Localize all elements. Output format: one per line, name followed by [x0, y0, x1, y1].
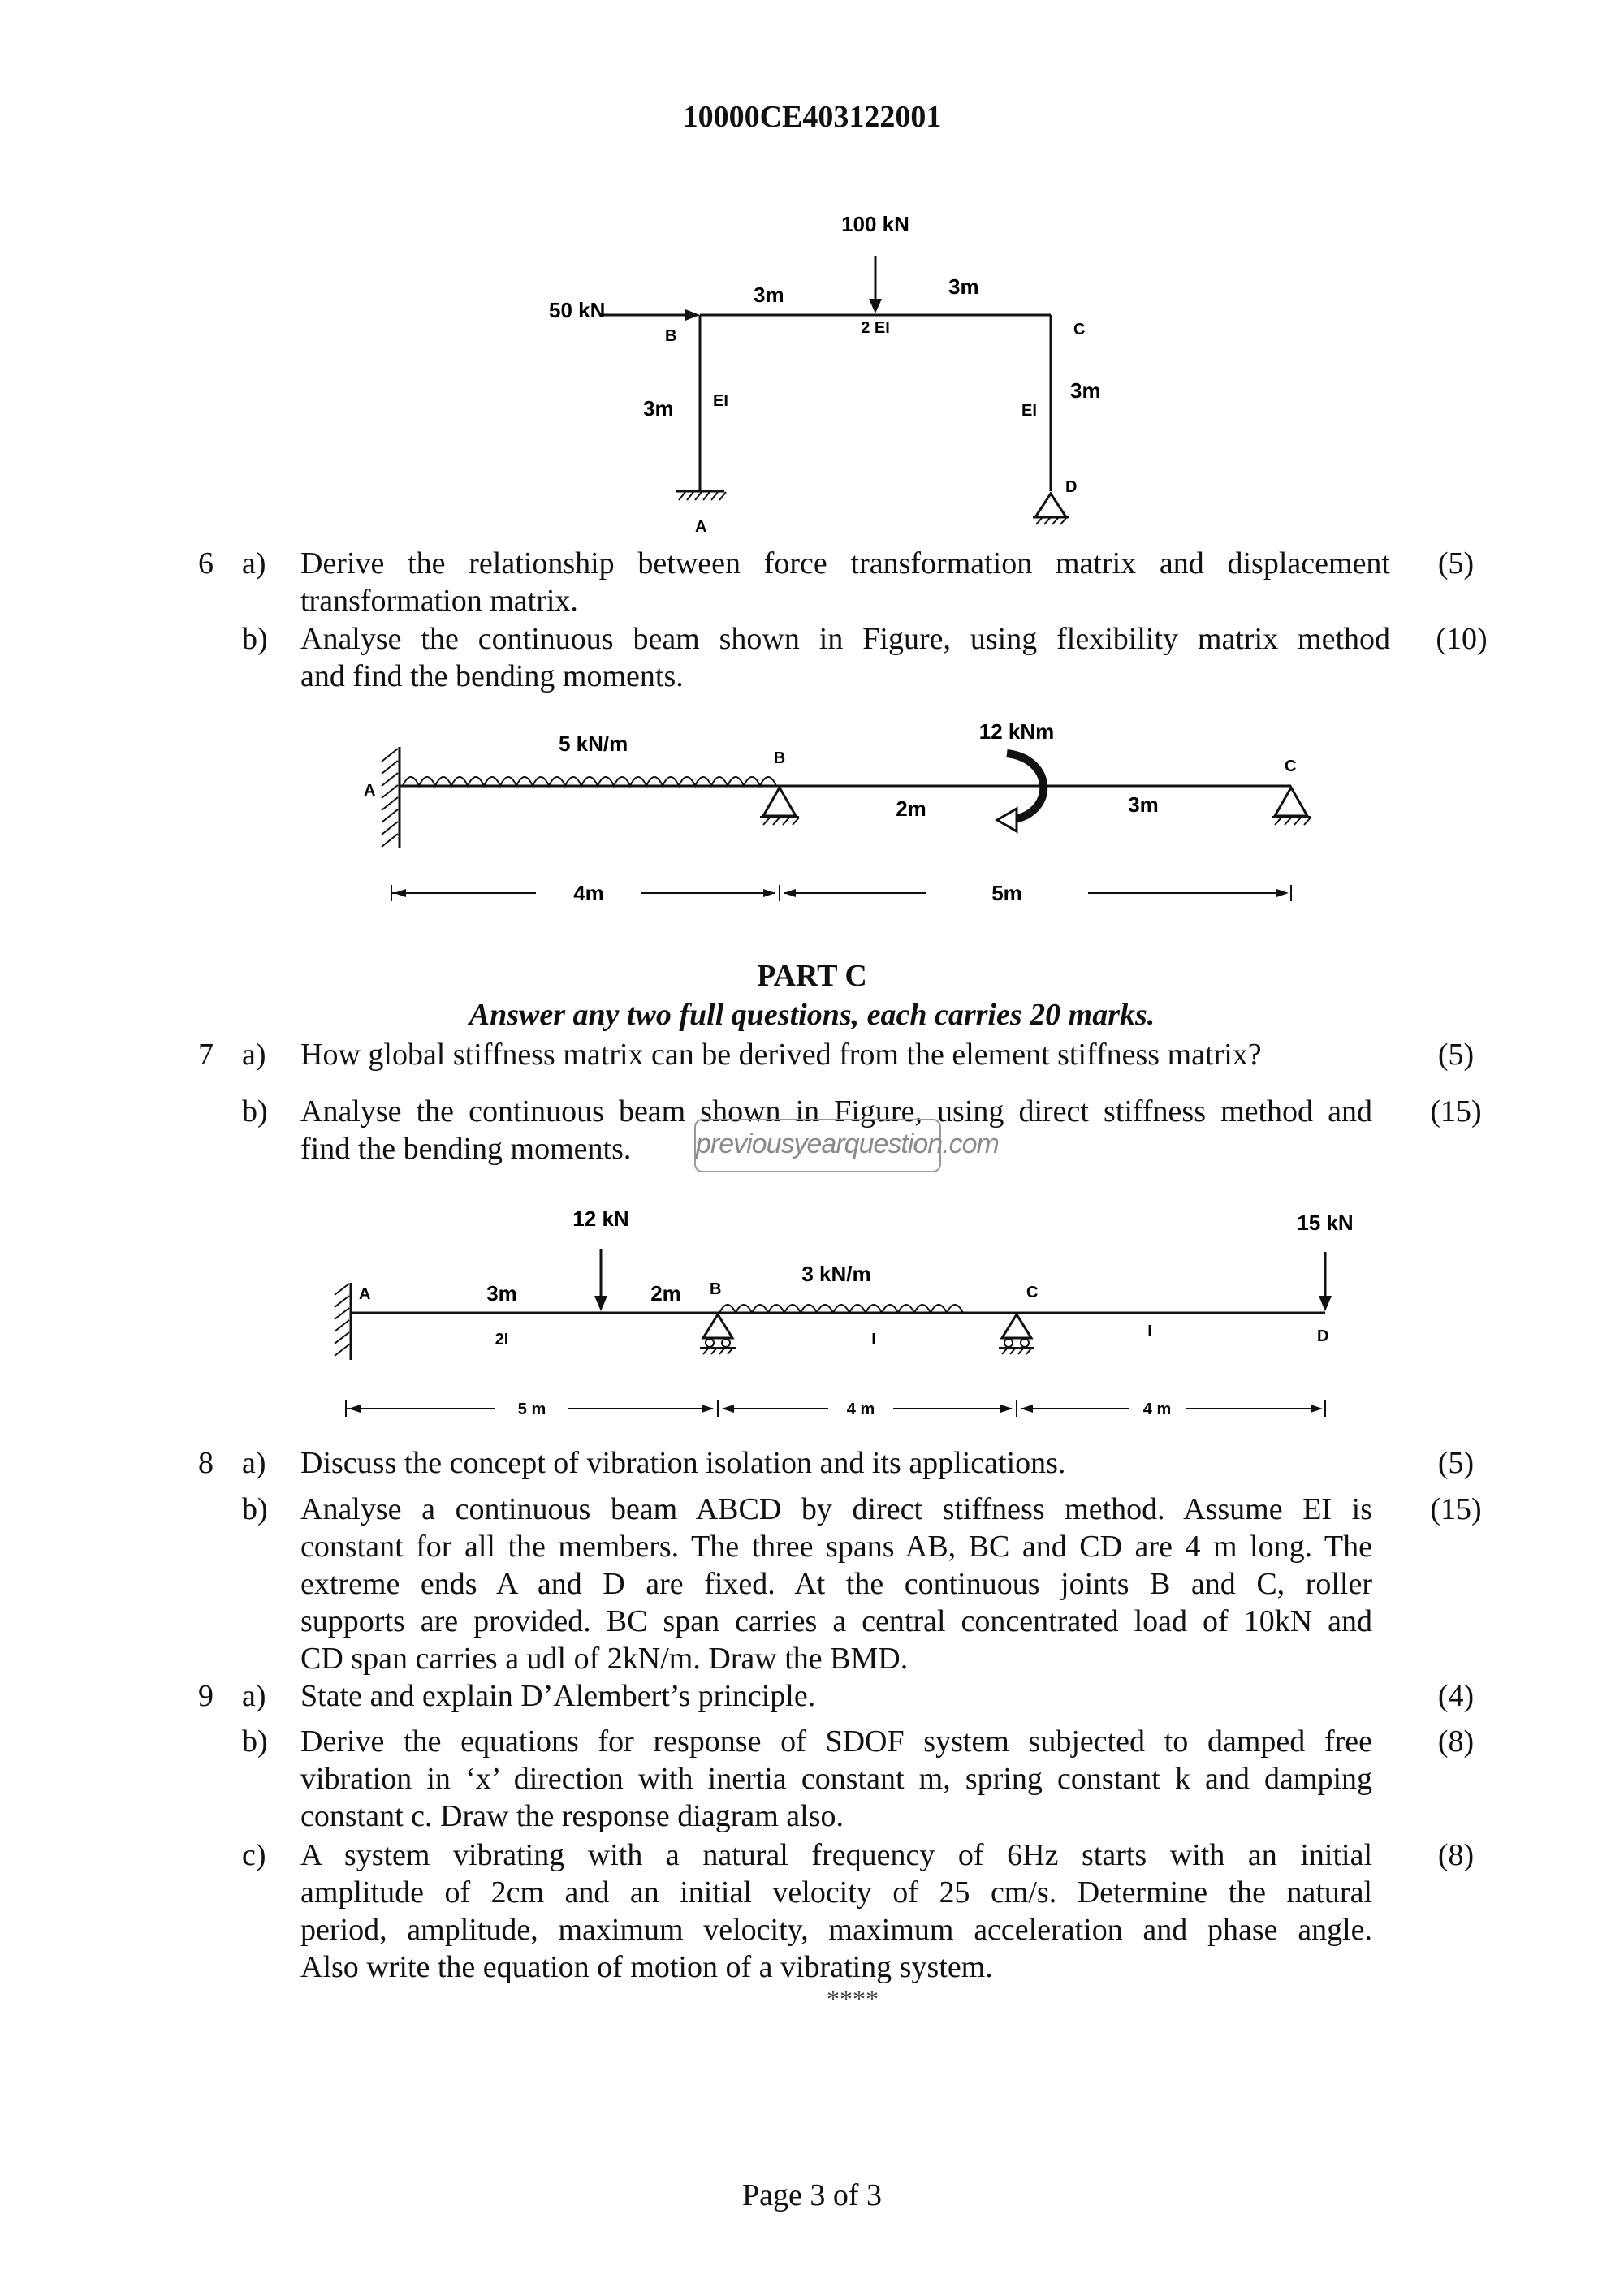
end-mark: **** — [827, 1984, 879, 2013]
fig1-span-right: 3m — [948, 274, 979, 299]
fig1-col-left-ei: EI — [713, 392, 728, 410]
figure-continuous-beam-flexibility — [349, 714, 1324, 909]
fig3-ei-2i: 2I — [495, 1331, 509, 1349]
q8b-label: b) — [242, 1492, 268, 1526]
fig3-node-a: A — [359, 1285, 371, 1303]
fig2-seg-2m: 2m — [896, 796, 926, 821]
q9b-line1: Derive the equations for response of SDOF system subjected to damped free — [300, 1724, 1372, 1759]
fig3-seg-3m: 3m — [486, 1281, 517, 1306]
q8b-line1: Analyse a continuous beam ABCD by direct stiffness method. Assume EI is — [300, 1492, 1372, 1526]
fig3-node-b: B — [710, 1280, 722, 1298]
fig3-dim-5m: 5 m — [517, 1400, 546, 1418]
q6b-marks: (10) — [1436, 622, 1488, 656]
q9c-label: c) — [242, 1838, 266, 1872]
q7a-label: a) — [242, 1038, 266, 1072]
figure-portal-frame — [487, 203, 1137, 544]
fig1-beam-ei: 2 EI — [861, 319, 890, 337]
q6a-line2: transformation matrix. — [300, 584, 578, 618]
q6a-marks: (5) — [1437, 546, 1475, 580]
part-c-instruction: Answer any two full questions, each carries 20 marks. — [469, 998, 1155, 1032]
fig1-col-left-len: 3m — [643, 396, 674, 421]
fig3-load-12kn: 12 kN — [572, 1206, 629, 1231]
q9-number: 9 — [198, 1679, 214, 1713]
figure-continuous-beam-stiffness — [325, 1185, 1380, 1445]
fig2-moment: 12 kNm — [978, 719, 1055, 744]
fig1-node-a: A — [695, 518, 707, 536]
q6a-label: a) — [242, 546, 266, 580]
q6b-label: b) — [242, 622, 268, 656]
fig3-load-15kn: 15 kN — [1297, 1211, 1354, 1235]
q9b-marks: (8) — [1437, 1724, 1475, 1759]
q8a-marks: (5) — [1437, 1446, 1475, 1480]
watermark: previousyearquestion.com — [694, 1119, 941, 1172]
fig3-udl: 3 kN/m — [801, 1262, 871, 1286]
q9b-line3: constant c. Draw the response diagram also. — [300, 1799, 844, 1833]
fig3-node-c: C — [1026, 1284, 1039, 1301]
fig3-dim-4m-2: 4 m — [1142, 1400, 1172, 1418]
fig2-dim-4m: 4m — [573, 881, 604, 905]
q6-number: 6 — [198, 546, 214, 580]
fig3-dim-4m-1: 4 m — [846, 1400, 875, 1418]
q9c-line2: amplitude of 2cm and an initial velocity of 25 cm/s. Determine the natural — [300, 1875, 1372, 1910]
q7a-line1: How global stiffness matrix can be derived from the element stiffness matrix? — [300, 1038, 1262, 1072]
q7b-marks: (15) — [1430, 1094, 1482, 1129]
q9a-marks: (4) — [1437, 1679, 1475, 1713]
fig1-node-b: B — [665, 327, 677, 345]
part-c-title: PART C — [757, 959, 867, 993]
fig3-seg-2m: 2m — [650, 1281, 681, 1306]
q9a-line1: State and explain D’Alembert’s principle. — [300, 1679, 816, 1713]
fig2-node-c: C — [1285, 757, 1297, 775]
fig3-ei-i1: I — [871, 1331, 876, 1349]
fig2-udl: 5 kN/m — [559, 732, 628, 756]
q7b-line1: Analyse the continuous beam shown in Figure, using direct stiffness method and — [300, 1094, 1372, 1129]
q7a-marks: (5) — [1437, 1038, 1475, 1072]
q8a-line1: Discuss the concept of vibration isolation and its applications. — [300, 1446, 1066, 1480]
fig1-span-left: 3m — [754, 283, 784, 307]
q8b-line5: CD span carries a udl of 2kN/m. Draw the BMD. — [300, 1642, 909, 1676]
q6b-line1: Analyse the continuous beam shown in Figure, using flexibility matrix method — [300, 622, 1390, 656]
fig2-seg-3m: 3m — [1128, 792, 1159, 817]
fig2-node-a: A — [364, 782, 376, 800]
fig2-dim-5m: 5m — [991, 881, 1022, 905]
fig3-ei-i2: I — [1147, 1323, 1152, 1340]
fig1-col-right-ei: EI — [1021, 402, 1037, 420]
q9c-line4: Also write the equation of motion of a vibrating system. — [300, 1950, 993, 1984]
fig1-col-right-len: 3m — [1070, 378, 1101, 403]
q6b-line2: and find the bending moments. — [300, 659, 684, 693]
q6a-line1: Derive the relationship between force transformation matrix and displacement — [300, 546, 1390, 580]
q9c-line3: period, amplitude, maximum velocity, maximum acceleration and phase angle. — [300, 1913, 1372, 1947]
fig1-load-50kn: 50 kN — [549, 298, 606, 322]
q9b-line2: vibration in ‘x’ direction with inertia constant m, spring constant k and damping — [300, 1762, 1372, 1796]
q8-number: 8 — [198, 1446, 214, 1480]
page-number: Page 3 of 3 — [741, 2178, 883, 2212]
paper-code: 10000CE403122001 — [682, 100, 942, 134]
q9a-label: a) — [242, 1679, 266, 1713]
q9b-label: b) — [242, 1724, 268, 1759]
fig1-load-100kn: 100 kN — [841, 212, 909, 236]
fig1-node-c: C — [1073, 321, 1086, 339]
q8b-line2: constant for all the members. The three spans AB, BC and CD are 4 m long. The — [300, 1530, 1372, 1564]
q8b-marks: (15) — [1430, 1492, 1482, 1526]
q8b-line4: supports are provided. BC span carries a central concentrated load of 10kN and — [300, 1604, 1372, 1638]
q7-number: 7 — [198, 1038, 214, 1072]
fig3-node-d: D — [1317, 1327, 1329, 1345]
q9c-line1: A system vibrating with a natural frequency of 6Hz starts with an initial — [300, 1838, 1372, 1872]
q7b-line2: find the bending moments. — [300, 1132, 632, 1166]
fig2-node-b: B — [773, 749, 786, 767]
q8b-line3: extreme ends A and D are fixed. At the continuous joints B and C, roller — [300, 1567, 1372, 1601]
fig1-node-d: D — [1065, 478, 1078, 496]
q9c-marks: (8) — [1437, 1838, 1475, 1872]
q8a-label: a) — [242, 1446, 266, 1480]
q7b-label: b) — [242, 1094, 268, 1129]
